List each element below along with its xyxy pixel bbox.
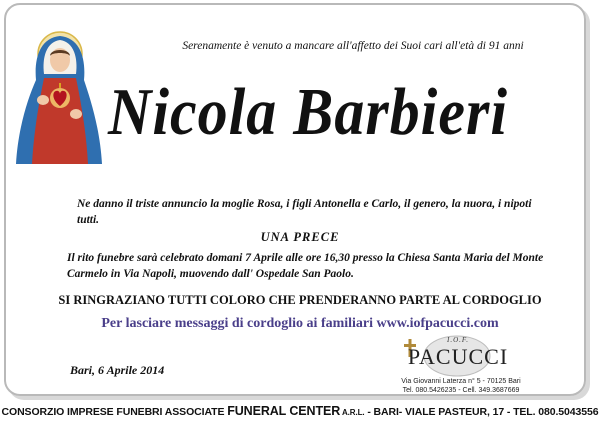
deceased-name: Nicola Barbieri — [108, 74, 508, 149]
prayer-heading: UNA PRECE — [260, 230, 340, 244]
sacred-heart-madonna-image — [10, 28, 106, 166]
footer-part1: CONSORZIO IMPRESE FUNEBRI ASSOCIATE — [1, 406, 228, 418]
funeral-home-phones: Tel. 080.5426235 - Cell. 349.3687669 — [402, 387, 520, 394]
footer-arl: A.R.L. — [340, 408, 365, 417]
logo-top-text: I.O.F. — [446, 336, 469, 344]
announcement-text: Ne danno il triste annuncio la moglie Rosa, i figli Antonella e Carlo, il genero, la nuora, i nipoti tutti. — [77, 198, 532, 226]
condolence-website-line[interactable]: Per lasciare messaggi di cordoglio ai familiari www.iofpacucci.com — [101, 316, 499, 331]
logo-name-text: PACUCCI — [407, 344, 509, 369]
thanks-line: SI RINGRAZIANO TUTTI COLORO CHE PRENDERANNO PARTE AL CORDOGLIO — [58, 293, 542, 307]
footer-brand: FUNERAL CENTER — [227, 404, 341, 418]
footer-bar — [0, 404, 600, 418]
date-place: Bari, 6 Aprile 2014 — [70, 363, 165, 377]
intro-line: Serenamente è venuto a mancare all'affetto dei Suoi cari all'età di 91 anni — [182, 40, 524, 52]
funeral-home-address: Via Giovanni Laterza n° 5 - 70125 Bari — [401, 378, 521, 385]
footer-part2: - BARI- VIALE PASTEUR, 17 - TEL. 080.5043556 — [364, 406, 599, 418]
funeral-home-contacts — [388, 377, 534, 395]
funeral-rite-text: Il rito funebre sarà celebrato domani 7 Aprile alle ore 16,30 presso la Chiesa Santa Maria del Monte Carmelo in Via Napoli, muovendo dall' Ospedale San Paolo. — [67, 252, 544, 280]
